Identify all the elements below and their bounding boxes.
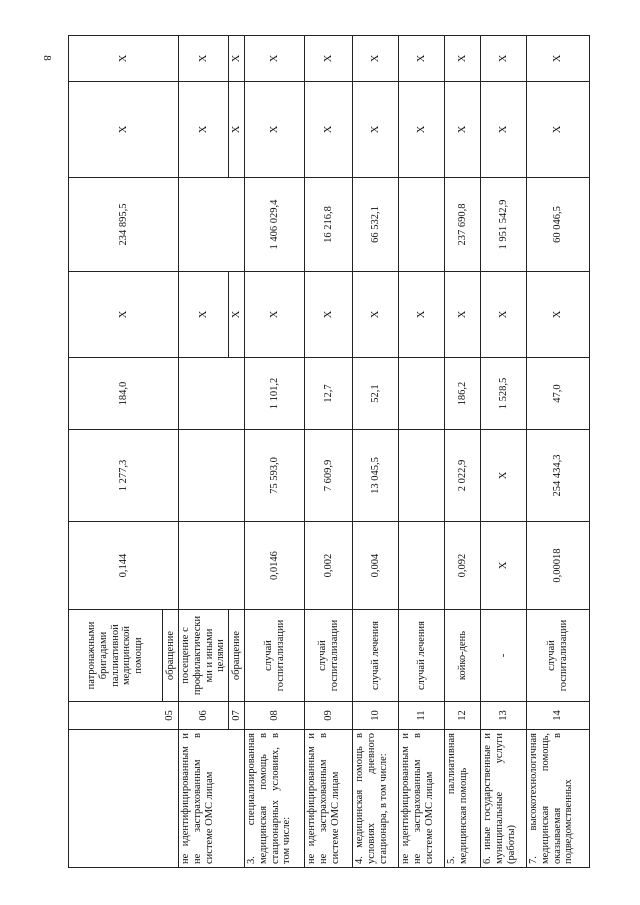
cell-cost-unit: 75 593,0 — [245, 430, 305, 522]
cell-per-capita: 12,7 — [305, 358, 353, 430]
row-name — [69, 730, 179, 868]
cell-total: 234 895,5 — [69, 178, 179, 272]
cell-cost-unit: X — [481, 430, 527, 522]
cell-per-capita-2: X — [229, 272, 245, 358]
cell-total-2: X — [69, 82, 179, 178]
row-code: 11 — [399, 702, 445, 730]
cell-total-2: X — [245, 82, 305, 178]
cell-cost-unit — [179, 430, 245, 522]
row-code: 08 — [245, 702, 305, 730]
cell-cost-unit — [399, 430, 445, 522]
cell-structure: X — [527, 36, 590, 82]
cell-total-2: X — [527, 82, 590, 178]
row-code: 10 — [353, 702, 399, 730]
row-code: 05 — [163, 702, 179, 730]
row-unit: койко-день — [445, 610, 481, 702]
cell-total — [179, 178, 245, 272]
table-row — [527, 36, 590, 868]
cell-structure: X — [445, 36, 481, 82]
cell-norm-volume — [399, 522, 445, 610]
row-name: не идентифицированным и не застрахованным в системе ОМС лицам — [179, 730, 245, 868]
row-unit: случай лечения — [399, 610, 445, 702]
row-name: 7. высокотехнологичная медицинская помощь, оказываемая в подведомственных — [527, 730, 590, 868]
row-code: 12 — [445, 702, 481, 730]
table-row — [69, 36, 163, 868]
cell-per-capita-2: X — [245, 272, 305, 358]
row-unit: патронажными бригадами паллиативной медицинской помощи — [69, 610, 163, 702]
financing-table — [68, 35, 590, 868]
cell-total-2: X — [445, 82, 481, 178]
cell-structure: X — [245, 36, 305, 82]
cell-total-2: X — [229, 82, 245, 178]
row-unit: случай госпитализации — [305, 610, 353, 702]
cell-total-2: X — [481, 82, 527, 178]
row-unit: обращение — [229, 610, 245, 702]
cell-structure: X — [229, 36, 245, 82]
cell-total: 60 046,5 — [527, 178, 590, 272]
cell-structure: X — [69, 36, 179, 82]
cell-total: 1 406 029,4 — [245, 178, 305, 272]
row-unit: обращение — [163, 610, 179, 702]
cell-cost-unit: 1 277,3 — [69, 430, 179, 522]
cell-structure: X — [179, 36, 229, 82]
cell-norm-volume: 0,00018 — [527, 522, 590, 610]
cell-total-2: X — [399, 82, 445, 178]
row-unit: случай госпитализации — [527, 610, 590, 702]
cell-total: 16 216,8 — [305, 178, 353, 272]
cell-per-capita-2: X — [179, 272, 229, 358]
cell-structure: X — [353, 36, 399, 82]
row-name: 3. специализированная медицинская помощь в стационарных условиях, в том числе: — [245, 730, 305, 868]
cell-per-capita-2: X — [305, 272, 353, 358]
row-code: 07 — [229, 702, 245, 730]
row-code: 06 — [179, 702, 229, 730]
cell-total: 1 951 542,9 — [481, 178, 527, 272]
cell-total: 237 690,8 — [445, 178, 481, 272]
cell-norm-volume: 0,004 — [353, 522, 399, 610]
row-name: не идентифицированным и не застрахованным в системе ОМС лицам — [399, 730, 445, 868]
row-unit: случай лечения — [353, 610, 399, 702]
cell-structure: X — [481, 36, 527, 82]
cell-cost-unit: 13 045,5 — [353, 430, 399, 522]
cell-per-capita-2: X — [445, 272, 481, 358]
table-row — [245, 36, 305, 868]
cell-total: 66 532,1 — [353, 178, 399, 272]
row-code: 14 — [527, 702, 590, 730]
cell-per-capita: 1 101,2 — [245, 358, 305, 430]
cell-total-2: X — [305, 82, 353, 178]
row-unit: случай госпитализации — [245, 610, 305, 702]
rotated-table-container — [68, 36, 573, 868]
table-row — [305, 36, 353, 868]
table-row — [353, 36, 399, 868]
cell-per-capita: 184,0 — [69, 358, 179, 430]
table-row — [179, 36, 229, 868]
cell-norm-volume — [179, 522, 245, 610]
row-code: 09 — [305, 702, 353, 730]
cell-cost-unit: 7 609,9 — [305, 430, 353, 522]
cell-total — [399, 178, 445, 272]
cell-norm-volume: 0,092 — [445, 522, 481, 610]
cell-per-capita — [179, 358, 245, 430]
cell-structure: X — [305, 36, 353, 82]
cell-total-2: X — [179, 82, 229, 178]
cell-norm-volume: 0,0146 — [245, 522, 305, 610]
cell-norm-volume: 0,144 — [69, 522, 179, 610]
cell-per-capita-2: X — [353, 272, 399, 358]
row-name: 5. паллиативная медицинская помощь — [445, 730, 481, 868]
table-row — [481, 36, 527, 868]
row-unit: - — [481, 610, 527, 702]
row-unit: посещение с профилактическими и иными целями — [179, 610, 229, 702]
row-code — [69, 702, 163, 730]
cell-per-capita-2: X — [481, 272, 527, 358]
cell-per-capita-2: X — [69, 272, 179, 358]
cell-per-capita-2: X — [527, 272, 590, 358]
cell-per-capita: 1 528,5 — [481, 358, 527, 430]
cell-total-2: X — [353, 82, 399, 178]
row-name: 4. медицинская помощь в условиях дневного стационара, в том числе: — [353, 730, 399, 868]
row-name: не идентифицированным и не застрахованным в системе ОМС лицам — [305, 730, 353, 868]
cell-norm-volume: X — [481, 522, 527, 610]
table-row — [445, 36, 481, 868]
page-number: 8 — [40, 55, 53, 61]
table-row — [399, 36, 445, 868]
row-code: 13 — [481, 702, 527, 730]
cell-cost-unit: 254 434,3 — [527, 430, 590, 522]
cell-per-capita — [399, 358, 445, 430]
cell-per-capita: 186,2 — [445, 358, 481, 430]
cell-per-capita-2: X — [399, 272, 445, 358]
cell-per-capita: 47,0 — [527, 358, 590, 430]
cell-norm-volume: 0,002 — [305, 522, 353, 610]
cell-structure: X — [399, 36, 445, 82]
cell-per-capita: 52,1 — [353, 358, 399, 430]
cell-cost-unit: 2 022,9 — [445, 430, 481, 522]
row-name: 6. иные государственные и муниципальные услуги (работы) — [481, 730, 527, 868]
